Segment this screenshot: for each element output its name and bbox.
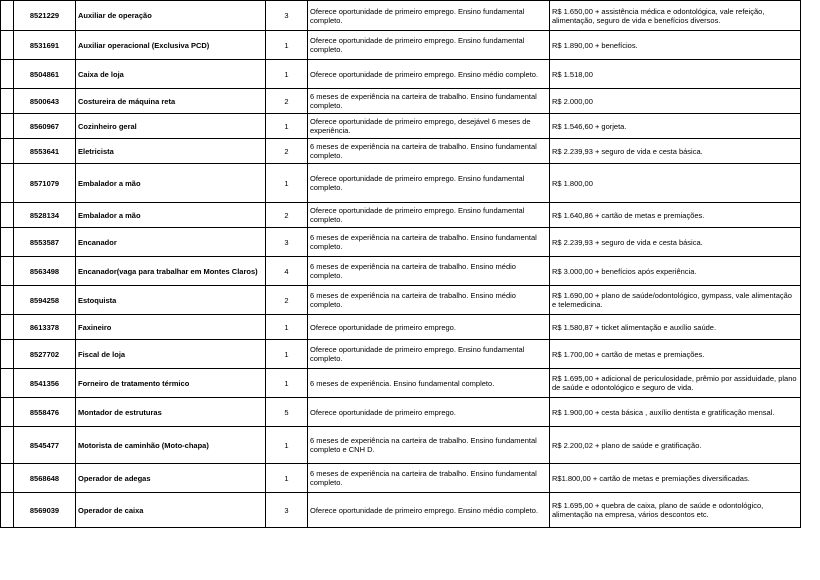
requirements: Oferece oportunidade de primeiro emprego. — [308, 398, 550, 427]
table-row — [1, 340, 801, 369]
vacancy-code: 8553587 — [14, 228, 76, 257]
row-margin-cell — [1, 427, 14, 464]
vacancy-code: 8500643 — [14, 89, 76, 114]
salary-benefits: R$ 1.640,86 + cartão de metas e premiações. — [550, 203, 801, 228]
vacancy-code: 8541356 — [14, 369, 76, 398]
salary-benefits: R$ 1.700,00 + cartão de metas e premiações. — [550, 340, 801, 369]
job-title: Embalador a mão — [76, 203, 266, 228]
requirements: Oferece oportunidade de primeiro emprego. Ensino médio completo. — [308, 60, 550, 89]
requirements: 6 meses de experiência na carteira de trabalho. Ensino fundamental completo. — [308, 464, 550, 493]
table-row — [1, 398, 801, 427]
requirements: Oferece oportunidade de primeiro emprego. Ensino fundamental completo. — [308, 1, 550, 31]
salary-benefits: R$ 2.239,93 + seguro de vida e cesta básica. — [550, 139, 801, 164]
job-title: Faxineiro — [76, 315, 266, 340]
vacancy-count: 3 — [266, 1, 308, 31]
vacancy-code: 8571079 — [14, 164, 76, 203]
table-row — [1, 203, 801, 228]
vacancy-code: 8527702 — [14, 340, 76, 369]
table-row — [1, 31, 801, 60]
job-title: Auxiliar operacional (Exclusiva PCD) — [76, 31, 266, 60]
vacancy-count: 2 — [266, 89, 308, 114]
salary-benefits: R$ 1.580,87 + ticket alimentação e auxílio saúde. — [550, 315, 801, 340]
row-margin-cell — [1, 257, 14, 286]
table-row — [1, 164, 801, 203]
job-title: Encanador — [76, 228, 266, 257]
requirements: Oferece oportunidade de primeiro emprego. Ensino fundamental completo. — [308, 203, 550, 228]
job-title: Auxiliar de operação — [76, 1, 266, 31]
requirements: 6 meses de experiência na carteira de trabalho. Ensino fundamental completo. — [308, 139, 550, 164]
requirements: 6 meses de experiência na carteira de trabalho. Ensino médio completo. — [308, 286, 550, 315]
job-title: Cozinheiro geral — [76, 114, 266, 139]
row-margin-cell — [1, 398, 14, 427]
row-margin-cell — [1, 340, 14, 369]
requirements: Oferece oportunidade de primeiro emprego. Ensino fundamental completo. — [308, 164, 550, 203]
vacancy-count: 3 — [266, 493, 308, 528]
requirements: Oferece oportunidade de primeiro emprego, desejável 6 meses de experiência. — [308, 114, 550, 139]
job-title: Montador de estruturas — [76, 398, 266, 427]
requirements: 6 meses de experiência. Ensino fundamental completo. — [308, 369, 550, 398]
salary-benefits: R$ 1.800,00 — [550, 164, 801, 203]
vacancy-count: 5 — [266, 398, 308, 427]
row-margin-cell — [1, 60, 14, 89]
vacancy-code: 8521229 — [14, 1, 76, 31]
table-row — [1, 315, 801, 340]
row-margin-cell — [1, 464, 14, 493]
row-margin-cell — [1, 203, 14, 228]
table-row — [1, 257, 801, 286]
job-title: Motorista de caminhão (Moto-chapa) — [76, 427, 266, 464]
vacancy-count: 1 — [266, 60, 308, 89]
vacancy-code: 8594258 — [14, 286, 76, 315]
row-margin-cell — [1, 164, 14, 203]
table-row — [1, 369, 801, 398]
vacancy-count: 1 — [266, 340, 308, 369]
requirements: 6 meses de experiência na carteira de trabalho. Ensino fundamental completo. — [308, 228, 550, 257]
table-row — [1, 114, 801, 139]
vacancy-code: 8553641 — [14, 139, 76, 164]
row-margin-cell — [1, 114, 14, 139]
vacancy-code: 8504861 — [14, 60, 76, 89]
row-margin-cell — [1, 315, 14, 340]
row-margin-cell — [1, 493, 14, 528]
vacancy-code: 8528134 — [14, 203, 76, 228]
vacancy-count: 1 — [266, 164, 308, 203]
vacancy-count: 4 — [266, 257, 308, 286]
vacancy-count: 1 — [266, 31, 308, 60]
job-title: Costureira de máquina reta — [76, 89, 266, 114]
salary-benefits: R$1.800,00 + cartão de metas e premiações diversificadas. — [550, 464, 801, 493]
row-margin-cell — [1, 139, 14, 164]
job-title: Embalador a mão — [76, 164, 266, 203]
vacancy-code: 8558476 — [14, 398, 76, 427]
job-title: Estoquista — [76, 286, 266, 315]
salary-benefits: R$ 1.546,60 + gorjeta. — [550, 114, 801, 139]
requirements: 6 meses de experiência na carteira de trabalho. Ensino médio completo. — [308, 257, 550, 286]
table-row — [1, 464, 801, 493]
table-row — [1, 89, 801, 114]
vacancy-count: 1 — [266, 427, 308, 464]
job-title: Eletricista — [76, 139, 266, 164]
salary-benefits: R$ 2.000,00 — [550, 89, 801, 114]
vacancy-code: 8531691 — [14, 31, 76, 60]
requirements: Oferece oportunidade de primeiro emprego. Ensino fundamental completo. — [308, 340, 550, 369]
vacancy-count: 1 — [266, 114, 308, 139]
salary-benefits: R$ 3.000,00 + benefícios após experiência. — [550, 257, 801, 286]
salary-benefits: R$ 2.239,93 + seguro de vida e cesta básica. — [550, 228, 801, 257]
requirements: 6 meses de experiência na carteira de trabalho. Ensino fundamental completo e CNH D. — [308, 427, 550, 464]
row-margin-cell — [1, 31, 14, 60]
vacancy-code: 8545477 — [14, 427, 76, 464]
row-margin-cell — [1, 369, 14, 398]
vacancy-count: 2 — [266, 203, 308, 228]
table-row — [1, 139, 801, 164]
job-title: Caixa de loja — [76, 60, 266, 89]
requirements: Oferece oportunidade de primeiro emprego. Ensino médio completo. — [308, 493, 550, 528]
table-row — [1, 1, 801, 31]
job-title: Operador de caixa — [76, 493, 266, 528]
vacancy-count: 1 — [266, 315, 308, 340]
vacancy-count: 1 — [266, 464, 308, 493]
requirements: 6 meses de experiência na carteira de trabalho. Ensino fundamental completo. — [308, 89, 550, 114]
row-margin-cell — [1, 286, 14, 315]
row-margin-cell — [1, 1, 14, 31]
vacancy-code: 8569039 — [14, 493, 76, 528]
table-row — [1, 228, 801, 257]
table-row — [1, 286, 801, 315]
vacancy-count: 3 — [266, 228, 308, 257]
vacancy-count: 1 — [266, 369, 308, 398]
vacancy-count: 2 — [266, 139, 308, 164]
salary-benefits: R$ 1.518,00 — [550, 60, 801, 89]
salary-benefits: R$ 1.890,00 + benefícios. — [550, 31, 801, 60]
requirements: Oferece oportunidade de primeiro emprego. — [308, 315, 550, 340]
job-title: Operador de adegas — [76, 464, 266, 493]
vacancy-code: 8568648 — [14, 464, 76, 493]
requirements: Oferece oportunidade de primeiro emprego. Ensino fundamental completo. — [308, 31, 550, 60]
job-title: Encanador(vaga para trabalhar em Montes Claros) — [76, 257, 266, 286]
salary-benefits: R$ 1.650,00 + assistência médica e odontológica, vale refeição, alimentação, seguro de vida e benefícios diversos. — [550, 1, 801, 31]
job-title: Forneiro de tratamento térmico — [76, 369, 266, 398]
salary-benefits: R$ 1.695,00 + quebra de caixa, plano de saúde e odontológico, alimentação na empresa, vários descontos etc. — [550, 493, 801, 528]
table-row — [1, 60, 801, 89]
row-margin-cell — [1, 89, 14, 114]
vacancy-code: 8563498 — [14, 257, 76, 286]
vacancy-code: 8613378 — [14, 315, 76, 340]
salary-benefits: R$ 1.900,00 + cesta básica , auxílio dentista e gratificação mensal. — [550, 398, 801, 427]
table-row — [1, 427, 801, 464]
job-title: Fiscal de loja — [76, 340, 266, 369]
vacancy-count: 2 — [266, 286, 308, 315]
salary-benefits: R$ 1.690,00 + plano de saúde/odontológico, gympass, vale alimentação e telemedicina. — [550, 286, 801, 315]
salary-benefits: R$ 1.695,00 + adicional de periculosidade, prêmio por assiduidade, plano de saúde e odontológico e seguro de vida. — [550, 369, 801, 398]
vacancy-code: 8560967 — [14, 114, 76, 139]
table-row — [1, 493, 801, 528]
row-margin-cell — [1, 228, 14, 257]
salary-benefits: R$ 2.200,02 + plano de saúde e gratificação. — [550, 427, 801, 464]
